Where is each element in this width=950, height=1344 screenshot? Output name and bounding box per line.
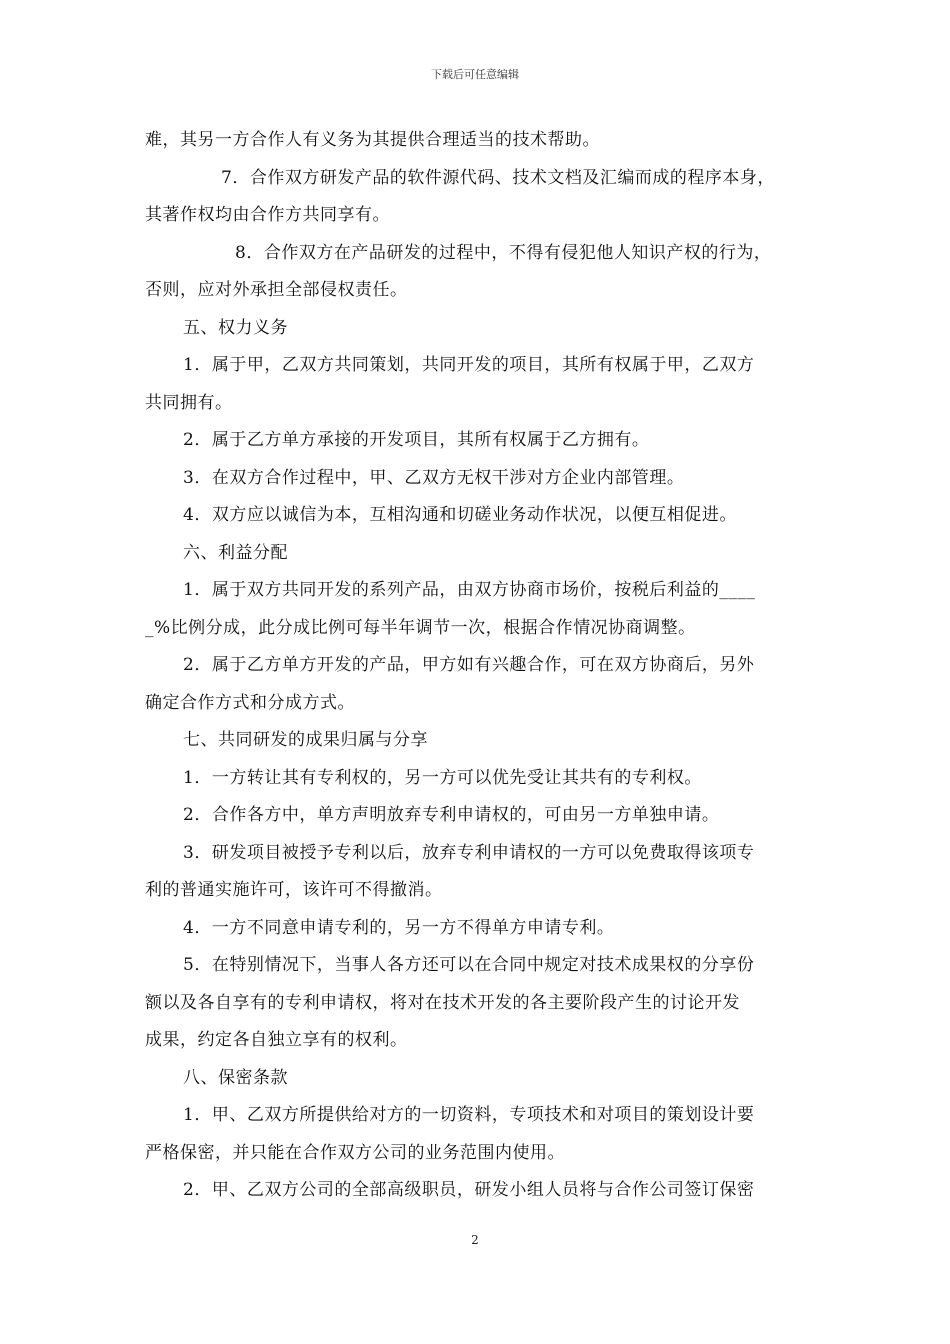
paragraph-line: 成果，约定各自独立享有的权利。 [145,1030,408,1050]
paragraph-line: 3．研发项目被授予专利以后，放弃专利申请权的一方可以免费取得该项专 [183,842,755,863]
paragraph-line: 1．属于甲，乙双方共同策划，共同开发的项目，其所有权属于甲，乙双方 [183,355,755,375]
paragraph-line: 3．在双方合作过程中，甲、乙双方无权干涉对方企业内部管理。 [183,467,685,488]
paragraph-line: 1．甲、乙双方所提供给对方的一切资料，专项技术和对项目的策划设计要 [183,1105,755,1125]
paragraph-line: 2．属于乙方单方开发的产品，甲方如有兴趣合作，可在双方协商后，另外 [183,655,755,675]
paragraph-line: 8．合作双方在产品研发的过程中，不得有侵犯他人知识产权的行为， [235,242,772,263]
paragraph-line: 额以及各自享有的专利申请权，将对在技术开发的各主要阶段产生的讨论开发 [145,992,740,1013]
paragraph-line: 共同拥有。 [145,392,233,413]
paragraph-line: _%比例分成，此分成比例可每半年调节一次，根据合作情况协商调整。 [145,617,696,638]
paragraph-line: 2．甲、乙双方公司的全部高级职员，研发小组人员将与合作公司签订保密 [183,1180,755,1200]
paragraph-line: 严格保密，并只能在合作双方公司的业务范围内使用。 [145,1142,565,1163]
paragraph-line: 难，其另一方合作人有义务为其提供合理适当的技术帮助。 [145,130,600,150]
paragraph-line: 其著作权均由合作方共同享有。 [145,205,390,225]
section-heading: 八、保密条款 [183,1067,288,1088]
page-header: 下载后可任意编辑 [431,68,519,81]
paragraph-line: 确定合作方式和分成方式。 [145,692,355,713]
paragraph-line: 7．合作双方研发产品的软件源代码、技术文档及汇编而成的程序本身， [221,167,775,188]
section-heading: 七、共同研发的成果归属与分享 [183,730,428,750]
paragraph-line: 2．属于乙方单方承接的开发项目，其所有权属于乙方拥有。 [183,430,650,450]
paragraph-line: 4．双方应以诚信为本，互相沟通和切磋业务动作状况，以便互相促进。 [183,505,737,525]
section-heading: 五、权力义务 [183,317,288,338]
paragraph-line: 1．一方转让其有专利权的，另一方可以优先受让其共有的专利权。 [183,767,702,788]
paragraph-line: 否则，应对外承担全部侵权责任。 [145,280,408,300]
paragraph-line: 4．一方不同意申请专利的，另一方不得单方申请专利。 [183,917,615,938]
paragraph-line: 1．属于双方共同开发的系列产品，由双方协商市场价，按税后利益的____ [183,580,756,600]
paragraph-line: 5．在特别情况下，当事人各方还可以在合同中规定对技术成果权的分享份 [183,955,755,975]
section-heading: 六、利益分配 [183,542,288,563]
page-number: 2 [471,1233,479,1247]
paragraph-line: 利的普通实施许可，该许可不得撤消。 [145,880,443,900]
document-body [145,122,810,1210]
paragraph-line: 2．合作各方中，单方声明放弃专利申请权的，可由另一方单独申请。 [183,805,720,825]
